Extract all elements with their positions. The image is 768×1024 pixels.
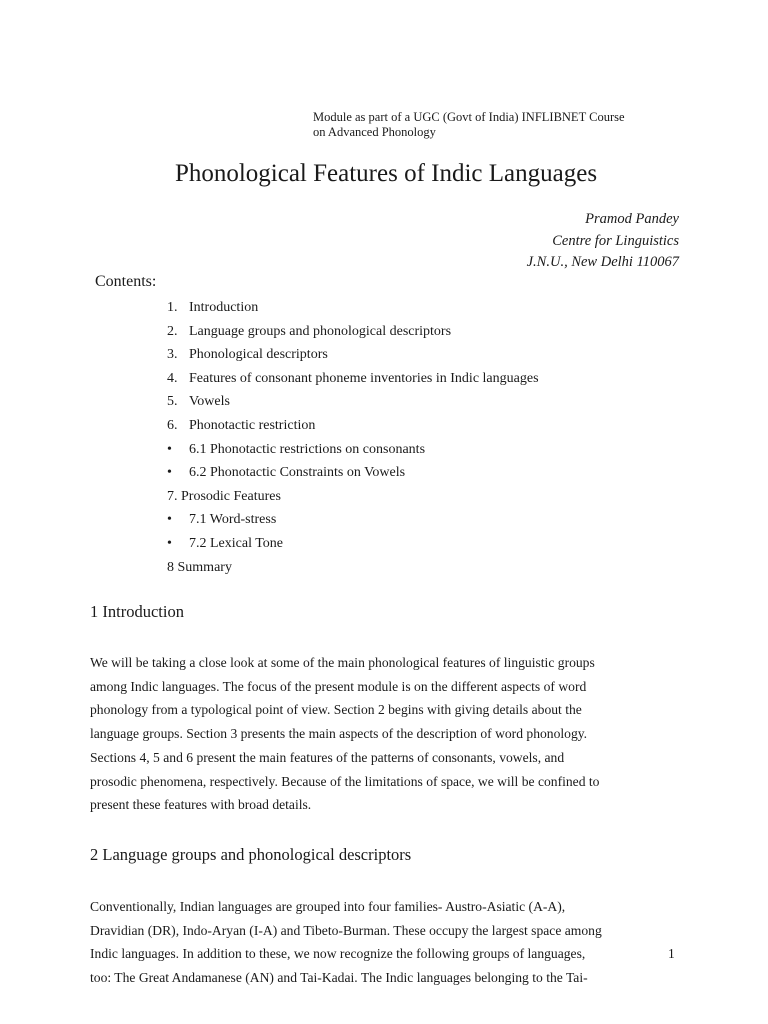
toc-label: 7.1 Word-stress xyxy=(189,512,277,528)
bullet-icon: • xyxy=(167,535,172,551)
language-groups-paragraph xyxy=(90,895,650,990)
toc-number: 4. xyxy=(167,370,178,386)
paragraph-line: Indic languages. In addition to these, we now recognize the following groups of languages, xyxy=(90,946,586,962)
toc-label: Vowels xyxy=(189,394,230,410)
module-note xyxy=(313,110,625,140)
contents-heading: Contents: xyxy=(95,273,157,290)
table-of-contents xyxy=(167,296,539,579)
introduction-paragraph xyxy=(90,651,650,817)
paragraph-line: language groups. Section 3 presents the main aspects of the description of word phonology. xyxy=(90,726,588,742)
toc-item xyxy=(167,390,539,414)
toc-item xyxy=(167,556,539,580)
toc-number: 5. xyxy=(167,394,178,410)
toc-subitem xyxy=(167,461,539,485)
toc-subitem xyxy=(167,438,539,462)
page-number: 1 xyxy=(668,946,675,961)
bullet-icon: • xyxy=(167,512,172,528)
section-heading-language-groups: 2 Language groups and phonological descriptors xyxy=(90,845,412,864)
author-name: Pramod Pandey xyxy=(585,211,679,227)
toc-item xyxy=(167,367,539,391)
paragraph-line: Conventionally, Indian languages are grouped into four families- Austro-Asiatic (A-A), xyxy=(90,899,566,914)
toc-label: Introduction xyxy=(189,300,259,315)
toc-number: 2. xyxy=(167,323,178,339)
toc-label: 6.1 Phonotactic restrictions on consonants xyxy=(189,441,426,457)
toc-label: 7.2 Lexical Tone xyxy=(189,535,284,551)
module-note-line: Module as part of a UGC (Govt of India) INFLIBNET Course xyxy=(313,110,625,124)
toc-item xyxy=(167,485,539,509)
toc-number: 3. xyxy=(167,347,178,363)
author-block xyxy=(527,209,679,274)
paragraph-line: prosodic phenomena, respectively. Because of the limitations of space, we will be confined to xyxy=(90,773,600,789)
bullet-icon: • xyxy=(167,465,172,481)
toc-item xyxy=(167,414,539,438)
section-heading-introduction: 1 Introduction xyxy=(90,602,184,621)
toc-subitem xyxy=(167,532,539,556)
module-note-line: on Advanced Phonology xyxy=(313,125,436,139)
toc-number: 1. xyxy=(167,300,178,315)
paragraph-line: present these features with broad details. xyxy=(90,797,312,813)
document-title: Phonological Features of Indic Languages xyxy=(174,160,598,187)
toc-label: Language groups and phonological descriptors xyxy=(189,323,452,339)
toc-subitem xyxy=(167,508,539,532)
bullet-icon: • xyxy=(167,441,172,457)
paragraph-line: We will be taking a close look at some of the main phonological features of linguistic groups xyxy=(90,655,595,670)
paragraph-line: Sections 4, 5 and 6 present the main features of the patterns of consonants, vowels, and xyxy=(90,749,565,765)
author-location: J.N.U., New Delhi 110067 xyxy=(526,254,679,270)
toc-label: 8 Summary xyxy=(167,559,232,575)
toc-label: Features of consonant phoneme inventories in Indic languages xyxy=(189,370,539,386)
toc-label: Phonotactic restriction xyxy=(189,417,316,433)
toc-item xyxy=(167,343,539,367)
paragraph-line: Dravidian (DR), Indo-Aryan (I-A) and Tibeto-Burman. These occupy the largest space among xyxy=(90,922,602,938)
toc-label: 6.2 Phonotactic Constraints on Vowels xyxy=(189,465,406,481)
toc-item xyxy=(167,320,539,344)
paragraph-line: phonology from a typological point of view. Section 2 begins with giving details about the xyxy=(90,702,582,718)
toc-label: Phonological descriptors xyxy=(189,347,328,363)
paragraph-line: among Indic languages. The focus of the present module is on the different aspects of word xyxy=(90,678,587,694)
toc-item xyxy=(167,296,539,320)
paragraph-line: too: The Great Andamanese (AN) and Tai-Kadai. The Indic languages belonging to the Tai- xyxy=(90,970,588,986)
toc-label: 7. Prosodic Features xyxy=(167,488,281,504)
toc-number: 6. xyxy=(167,417,178,433)
author-affiliation: Centre for Linguistics xyxy=(552,232,679,249)
